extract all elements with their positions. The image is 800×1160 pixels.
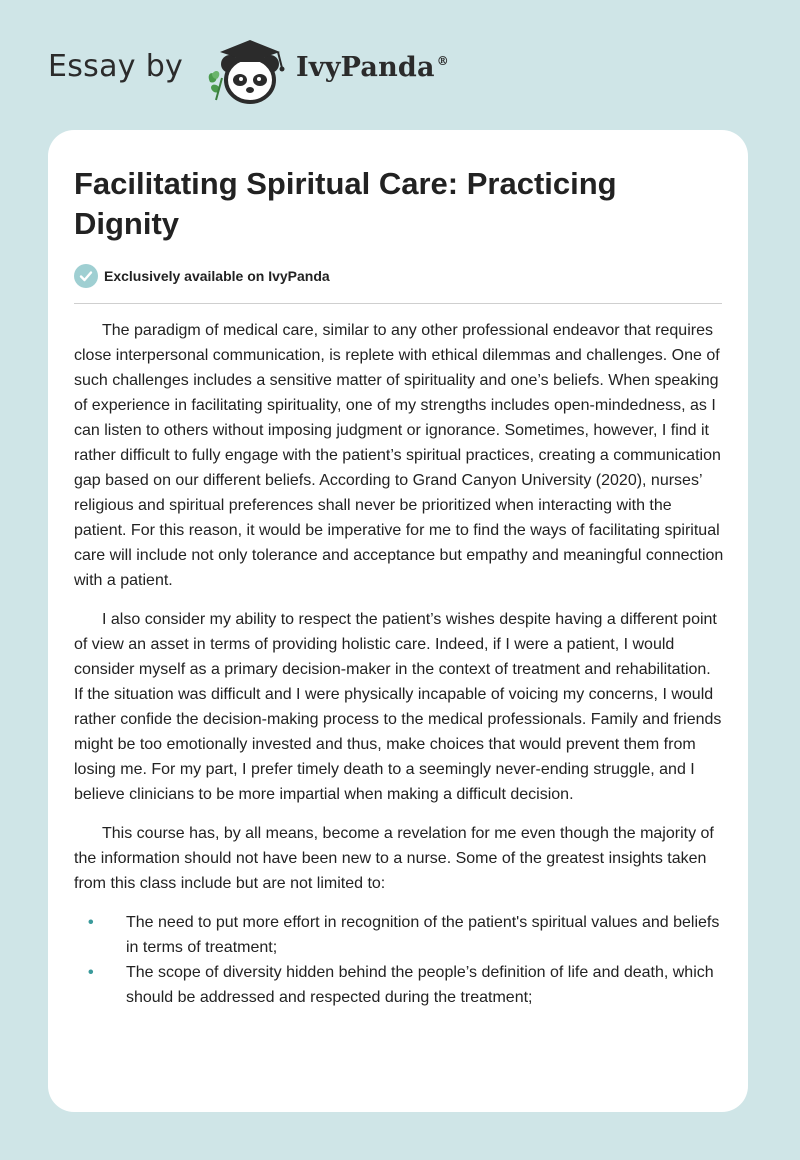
bullet-icon: •: [88, 964, 94, 981]
essay-card: [48, 130, 748, 1112]
check-icon: [74, 264, 98, 288]
list-item-text: The need to put more effort in recognition of the patient's spiritual values and beliefs in terms of treatment;: [126, 914, 720, 956]
essay-title: Facilitating Spiritual Care: Practicing Dignity: [74, 166, 617, 241]
exclusive-badge-label: Exclusively available on IvyPanda: [104, 268, 330, 284]
paragraph: The paradigm of medical care, similar to any other professional endeavor that requires close interpersonal communication, is replete with ethical dilemmas and challenges. One of such challenges includes a sensitive matter of spirituality and one’s beliefs. When speaking of experience in facilitating spirituality, one of my strengths includes open-mindedness, as I can listen to others without imposing judgment or ignorance. Sometimes, however, I find it rather difficult to fully engage with the patient’s spiritual practices, creating a communication gap based on our different beliefs. According to Grand Canyon University (2020), nurses’ religious and spiritual preferences shall never be prioritized when interacting with the patient. For this reason, it would be imperative for me to find the ways of facilitating spiritual care will include not only tolerance and acceptance but empathy and meaningful connection with a patient.: [74, 322, 724, 589]
divider: [74, 303, 722, 304]
panda-logo-icon[interactable]: [200, 30, 300, 110]
paragraph: This course has, by all means, become a revelation for me even though the majority of the information should not have been new to a nurse. Some of the greatest insights taken from this class include but are not limited to:: [74, 825, 714, 892]
registered-mark: ®: [436, 54, 449, 68]
insights-list: [74, 910, 724, 1010]
list-item: [74, 910, 724, 960]
exclusive-badge: [74, 264, 330, 288]
brand-name[interactable]: [296, 52, 449, 83]
brand-text: IvyPanda: [296, 52, 435, 83]
essay-by-label: Essay by: [48, 48, 184, 84]
list-item-text: The scope of diversity hidden behind the people’s definition of life and death, which should be addressed and respected during the treatment;: [126, 964, 714, 1006]
list-item: [74, 960, 724, 1010]
site-header: [48, 30, 608, 110]
bullet-icon: •: [88, 914, 94, 931]
essay-body: [74, 318, 724, 1010]
paragraph: I also consider my ability to respect the patient’s wishes despite having a different point of view an asset in terms of providing holistic care. Indeed, if I were a patient, I would consider myself as a primary decision-maker in the context of treatment and rehabilitation. If the situation was difficult and I were physically incapable of voicing my concerns, I would rather confide the decision-making process to the medical professionals. Family and friends might be too emotionally invested and thus, make choices that would prevent them from losing me. For my part, I prefer timely death to a seemingly never-ending struggle, and I believe clinicians to be more impartial when making a difficult decision.: [74, 611, 722, 803]
